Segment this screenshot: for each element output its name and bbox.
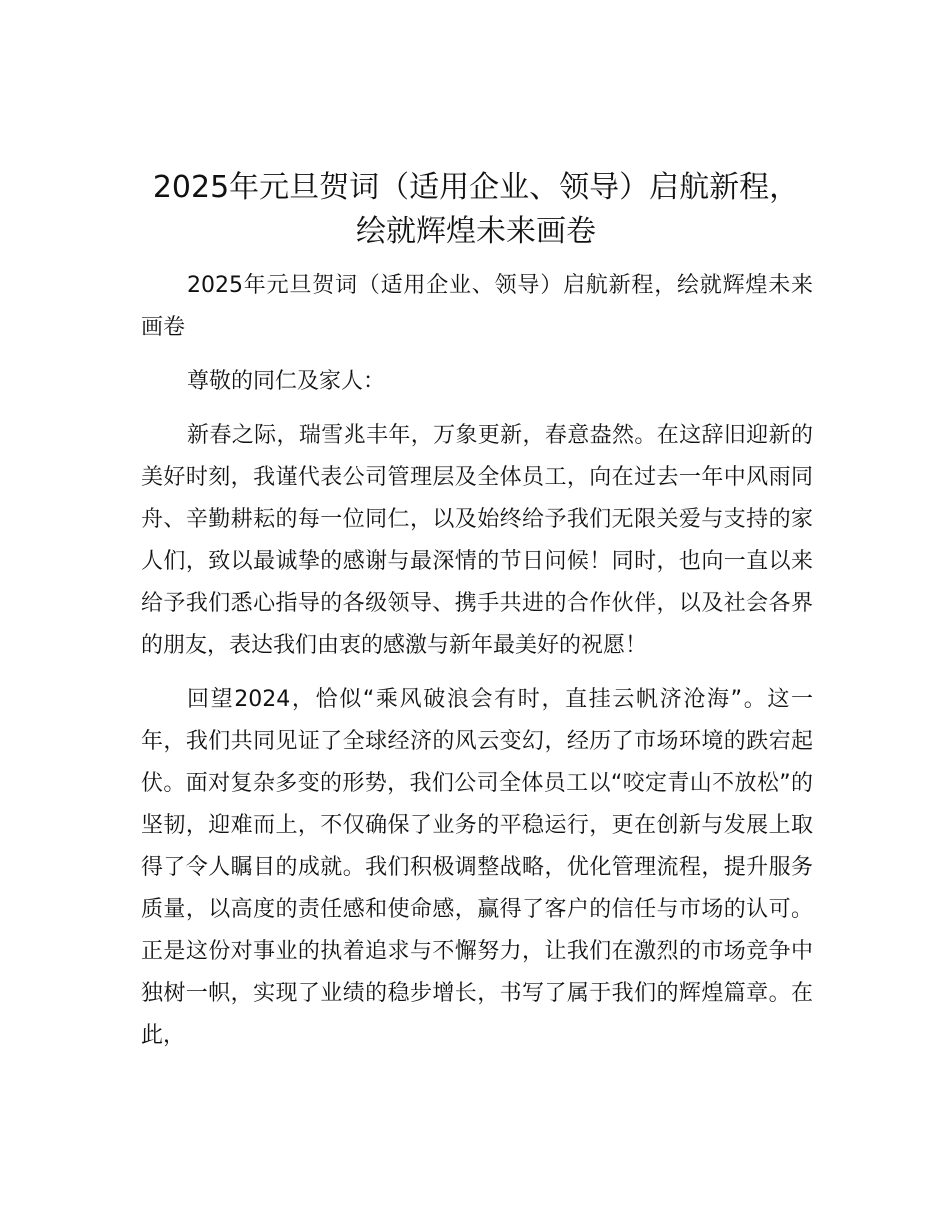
paragraph-review: 回望2024，恰似“乘风破浪会有时，直挂云帆济沧海”。这一年，我们共同见证了全球经济的风云变幻，经历了市场环境的跌宕起伏。面对复杂多变的形势，我们公司全体员工以“咬定青山不放松”的坚韧，迎难而上，不仅确保了业务的平稳运行，更在创新与发展上取得了令人瞩目的成就。我们积极调整战略，优化管理流程，提升服务质量，以高度的责任感和使命感，赢得了客户的信任与市场的认可。正是这份对事业的执着追求与不懈努力，让我们在激烈的市场竞争中独树一帜，实现了业绩的稳步增长，书写了属于我们的辉煌篇章。在此， [141,687,813,1048]
document-body [141,265,813,1069]
paragraph-salutation: 尊敬的同仁及家人： [187,369,386,394]
paragraph-subtitle: 2025年元旦贺词（适用企业、领导）启航新程，绘就辉煌未来画卷 [141,273,813,340]
paragraph-greeting: 新春之际，瑞雪兆丰年，万象更新，春意盎然。在这辞旧迎新的美好时刻，我谨代表公司管理层及全体员工，向在过去一年中风雨同舟、辛勤耕耘的每一位同仁，以及始终给予我们无限关爱与支持的家人们，致以最诚挚的感谢与最深情的节日问候！同时，也向一直以来给予我们悉心指导的各级领导、携手共进的合作伙伴，以及社会各界的朋友，表达我们由衷的感激与新年最美好的祝愿！ [141,423,813,658]
document-title: 2025年元旦贺词（适用企业、领导）启航新程，绘就辉煌未来画卷 [152,170,800,249]
